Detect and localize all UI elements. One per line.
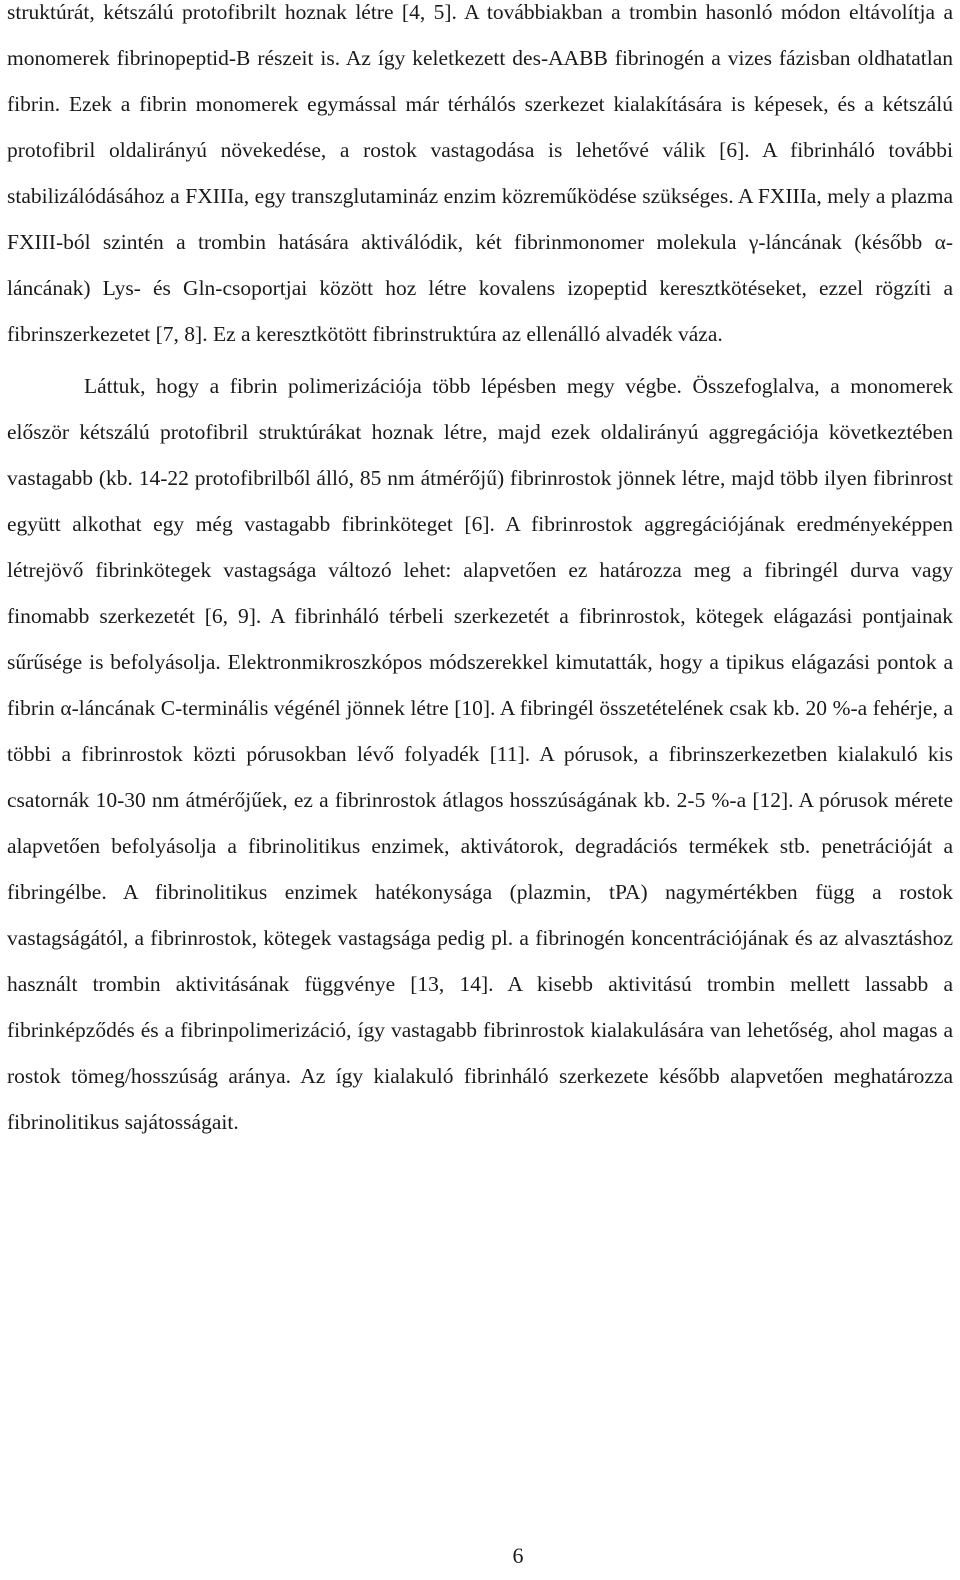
paragraph-continued: struktúrát, kétszálú protofibrilt hoznak létre [4, 5]. A továbbiakban a trombin hasonló módon eltávolítja a monomerek fibrinopeptid-B részeit is. Az így keletkezett des-AABB fibrinogén a vizes fázisban oldhatatlan fibrin. Ezek a fibrin monomerek egymással már térhálós szerkezet kialakítására is képesek, és a kétszálú protofibril oldalirányú növekedése, a rostok vastagodása is lehetővé válik [6]. A fibrinháló további stabilizálódásához a FXIIIa, egy transzglutamináz enzim közreműködése szükséges. A FXIIIa, mely a plazma FXIII-ból szintén a trombin hatására aktiválódik, két fibrinmonomer molekula γ-láncának (később α-láncának) Lys- és Gln-csoportjai között hoz létre kovalens izopeptid keresztkötéseket, ezzel rögzíti a fibrinszerkezetet [7, 8]. Ez a keresztkötött fibrinstruktúra az ellenálló alvadék váza. [7, 0, 953, 346]
page-number: 6 [512, 1543, 524, 1568]
body-text [7, 0, 953, 1145]
paragraph-summary: Láttuk, hogy a fibrin polimerizációja több lépésben megy végbe. Összefoglalva, a monomerek először kétszálú protofibril struktúrákat hoznak létre, majd ezek oldalirányú aggregációja következtében vastagabb (kb. 14-22 protofibrilből álló, 85 nm átmérőjű) fibrinrostok jönnek létre, majd több ilyen fibrinrost együtt alkothat egy még vastagabb fibrinköteget [6]. A fibrinrostok aggregációjának eredményeképpen létrejövő fibrinkötegek vastagsága változó lehet: alapvetően ez határozza meg a fibringél durva vagy finomabb szerkezetét [6, 9]. A fibrinháló térbeli szerkezetét a fibrinrostok, kötegek elágazási pontjainak sűrűsége is befolyásolja. Elektronmikroszkópos módszerekkel kimutatták, hogy a tipikus elágazási pontok a fibrin α-láncának C-terminális végénél jönnek létre [10]. A fibringél összetételének csak kb. 20 %-a fehérje, a többi a fibrinrostok közti pórusokban lévő folyadék [11]. A pórusok, a fibrinszerkezetben kialakuló kis csatornák 10-30 nm átmérőjűek, ez a fibrinrostok átlagos hosszúságának kb. 2-5 %-a [12]. A pórusok mérete alapvetően befolyásolja a fibrinolitikus enzimek, aktivátorok, degradációs termékek stb. penetrációját a fibringélbe. A fibrinolitikus enzimek hatékonysága (plazmin, tPA) nagymértékben függ a rostok vastagságától, a fibrinrostok, kötegek vastagsága pedig pl. a fibrinogén koncentrációjának és az alvasztáshoz használt trombin aktivitásának függvénye [13, 14]. A kisebb aktivitású trombin mellett lassabb a fibrinképződés és a fibrinpolimerizáció, így vastagabb fibrinrostok kialakulására van lehetőség, ahol magas a rostok tömeg/hosszúság aránya. Az így kialakuló fibrinháló szerkezete később alapvetően meghatározza fibrinolitikus sajátosságait. [7, 374, 953, 1134]
